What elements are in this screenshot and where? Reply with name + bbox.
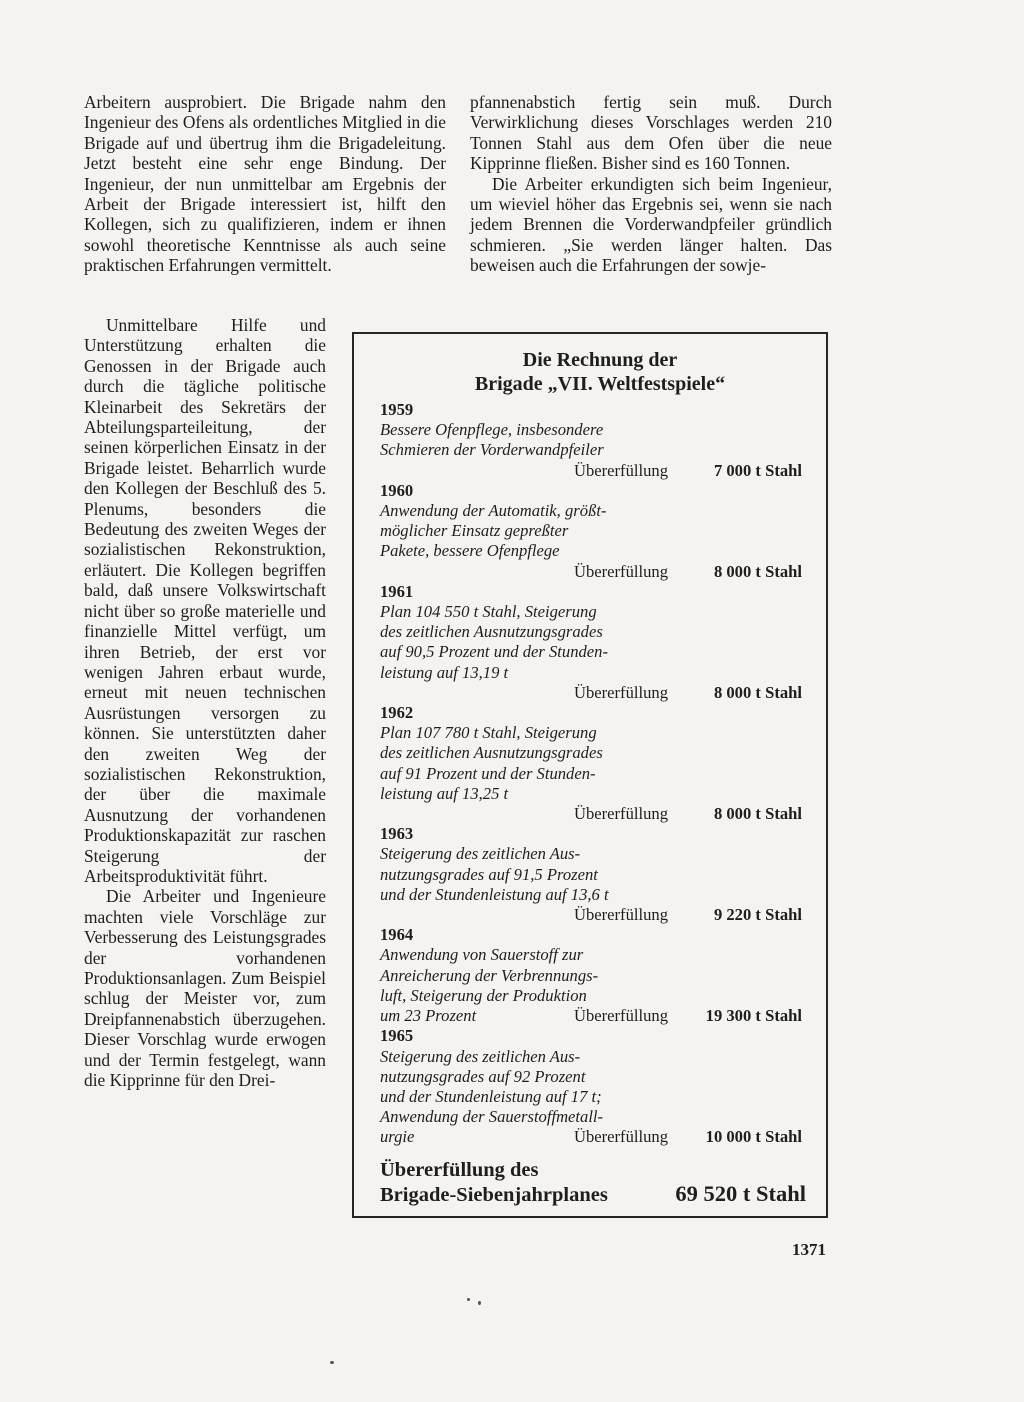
total-value: 69 520 t Stahl [675, 1180, 806, 1206]
entry-description-line: um 23 Prozent [380, 1006, 477, 1026]
entry-description-line: Plan 104 550 t Stahl, Steigerung [380, 602, 597, 622]
box-title [354, 348, 826, 396]
year-entry [380, 925, 802, 1026]
paragraph: Unmittelbare Hilfe und Unterstützung erhalten die Genossen in der Brigade auch durch die tägliche politische Kleinarbeit des Sekretärs der Abteilungsparteileitung, der seinen körperlichen Einsatz in der Brigade leistet. Beharrlich wurde den Kollegen der Beschluß des 5. Plenums, besonders die Bedeutung des zweiten Weges der sozialistischen Rekonstruktion, erläutert. Die Kollegen begriffen bald, daß unsere Volkswirtschaft nicht über so große materielle und finanzielle Mittel verfügt, um ihren Betrieb, der erst vor wenigen Jahren erbaut wurde, erneut mit neuen technischen Ausrüstungen versorgen zu können. Sie unterstützten daher den zweiten Weg der sozialistischen Rekonstruktion, der über die maximale Ausnutzung der vorhandenen Produktionskapazität zur raschen Steigerung der Arbeitsproduktivität führt. [84, 315, 326, 886]
overfulfillment-value: 8 000 t Stahl [713, 804, 802, 824]
total-summary [380, 1158, 806, 1207]
entry-description-line: auf 91 Prozent und der Stunden- [380, 763, 596, 783]
entry-year: 1963 [380, 824, 414, 844]
entry-description-line: und der Stundenleistung auf 17 t; [380, 1086, 602, 1106]
entry-year: 1961 [380, 581, 414, 601]
overfulfillment-label: Übererfüllung [574, 460, 668, 480]
entry-description-line: Steigerung des zeitlichen Aus- [380, 1046, 581, 1066]
overfulfillment-value: 8 000 t Stahl [713, 561, 802, 581]
paragraph: Die Arbeiter erkundigten sich beim Ingenieur, um wieviel höher das Ergebnis sei, wenn sie nach jedem Brennen die Vorderwandpfeiler gründlich schmieren. „Sie werden länger halten. Das beweisen auch die Erfahrungen der sowje- [470, 173, 832, 276]
entry-description-line: Anreicherung der Verbrennungs- [380, 965, 599, 985]
entry-description-line: auf 90,5 Prozent und der Stunden- [380, 642, 608, 662]
entry-description-line: Steigerung des zeitlichen Aus- [380, 844, 581, 864]
year-entry [380, 582, 802, 703]
entry-description-line: luft, Steigerung der Produktion [380, 985, 587, 1005]
overfulfillment-value: 8 000 t Stahl [713, 682, 802, 702]
overfulfillment-value: 7 000 t Stahl [713, 460, 802, 480]
paragraph: pfannenabstich fertig sein muß. Durch Verwirklichung dieses Vorschlages werden 210 Tonnen Stahl aus dem Ofen über die neue Kipprinne fließen. Bisher sind es 160 Tonnen. [470, 92, 832, 174]
box-title-line-1: Die Rechnung der [522, 349, 678, 371]
paragraph: Die Arbeiter und Ingenieure machten viele Vorschläge zur Verbesserung des Leistungsgrades der vorhandenen Produktionsanlagen. Zum Beispiel schlug der Meister vor, zum Dreipfannenabstich überzugehen. Dieser Vorschlag wurde erwogen und der Termin festgelegt, wann die Kipprinne für den Drei- [84, 886, 326, 1091]
entry-description-line: möglicher Einsatz gepreßter [380, 521, 569, 541]
overfulfillment-value: 19 300 t Stahl [705, 1006, 802, 1026]
overfulfillment-value: 10 000 t Stahl [705, 1127, 802, 1147]
total-line-1: Übererfüllung des [380, 1158, 539, 1181]
entry-year: 1960 [380, 480, 414, 500]
print-speck [467, 1298, 470, 1301]
print-speck [330, 1361, 334, 1364]
left-column-top-text [84, 92, 446, 276]
paragraph: Arbeitern ausprobiert. Die Brigade nahm den Ingenieur des Ofens als ordentliches Mitglied in die Brigade auf und übertrug ihm die Brigadeleitung. Jetzt besteht eine sehr enge Bindung. Der Ingenieur, der nun unmittelbar am Ergebnis der Arbeit der Brigade interessiert ist, hilft den Kollegen, sich zu qualifizieren, indem er ihnen sowohl theoretische Kenntnisse als auch seine praktischen Erfahrungen vermittelt. [84, 92, 446, 276]
entry-description-line: Anwendung der Automatik, größt- [380, 501, 607, 521]
entry-description-line: Schmieren der Vorderwandpfeiler [380, 440, 604, 460]
entry-description-line: urgie [380, 1127, 415, 1147]
year-entry [380, 1026, 802, 1147]
right-column-top-text [470, 92, 832, 276]
entry-description-line: nutzungsgrades auf 91,5 Prozent [380, 864, 598, 884]
entry-description-line: Plan 107 780 t Stahl, Steigerung [380, 723, 597, 743]
year-entry [380, 703, 802, 824]
entry-description-line: leistung auf 13,19 t [380, 662, 509, 682]
entry-year: 1964 [380, 925, 414, 945]
overfulfillment-label: Übererfüllung [574, 1127, 668, 1147]
total-line-2: Brigade-Siebenjahrplanes [380, 1183, 608, 1206]
overfulfillment-label: Übererfüllung [574, 682, 668, 702]
brigade-account-box [352, 332, 828, 1218]
entry-description-line: Bessere Ofenpflege, insbesondere [380, 420, 604, 440]
entry-description-line: Anwendung von Sauerstoff zur [380, 945, 584, 965]
print-speck [478, 1301, 481, 1305]
overfulfillment-label: Übererfüllung [574, 905, 668, 925]
entry-description-line: leistung auf 13,25 t [380, 783, 509, 803]
year-entries [380, 400, 802, 1148]
overfulfillment-label: Übererfüllung [574, 804, 668, 824]
box-title-line-2: Brigade „VII. Weltfestspiele“ [474, 373, 726, 395]
page-number: 1371 [792, 1240, 826, 1259]
entry-description-line: Anwendung der Sauerstoffmetall- [380, 1107, 604, 1127]
overfulfillment-label: Übererfüllung [574, 1006, 668, 1026]
entry-description-line: nutzungsgrades auf 92 Prozent [380, 1066, 586, 1086]
year-entry [380, 481, 802, 582]
entry-description-line: des zeitlichen Ausnutzungsgrades [380, 743, 603, 763]
entry-year: 1965 [380, 1026, 414, 1046]
entry-description-line: Pakete, bessere Ofenpflege [380, 541, 560, 561]
left-column-narrow-text [84, 315, 326, 1090]
entry-description-line: des zeitlichen Ausnutzungsgrades [380, 622, 603, 642]
year-entry [380, 824, 802, 925]
overfulfillment-value: 9 220 t Stahl [713, 905, 802, 925]
overfulfillment-label: Übererfüllung [574, 561, 668, 581]
entry-description-line: und der Stundenleistung auf 13,6 t [380, 884, 609, 904]
entry-year: 1962 [380, 703, 414, 723]
entry-year: 1959 [380, 400, 414, 419]
year-entry [380, 400, 802, 481]
